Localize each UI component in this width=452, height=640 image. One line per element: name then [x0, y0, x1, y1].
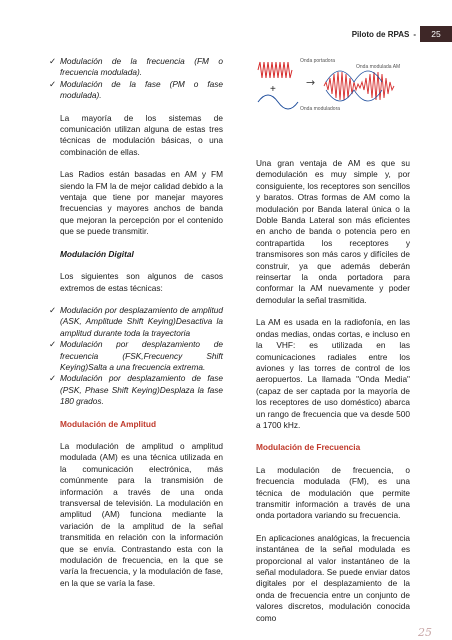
arrow-icon: → [306, 76, 316, 89]
left-column [49, 56, 223, 600]
list-item: ✓ Modulación por desplazamiento de fase (PSK, Phase Shift Keying)Desplaza la fase 180 grados. [49, 373, 223, 407]
header-page-badge: 25 [420, 26, 452, 42]
checkmark-icon: ✓ [49, 78, 57, 89]
page-header [352, 26, 452, 42]
header-dash: - [413, 29, 416, 39]
paragraph: En aplicaciones analógicas, la frecuencia instantánea de la señal modulada es proporcional al valor instantáneo de la señal moduladora. Se puede enviar datos digitales por el desplazamiento de la onda de frecuencia entre un conjunto de valores discretos, modulación conocida como [256, 532, 410, 623]
label-modulator: Onda moduladora [300, 106, 341, 112]
checkmark-icon: ✓ [49, 373, 57, 384]
paragraph: Los siguientes son algunos de casos extremos de estas técnicas: [60, 271, 223, 293]
section-heading-digital: Modulación Digital [60, 248, 134, 259]
paragraph: La AM es usada en la radiofonía, en las ondas medias, ondas cortas, e incluso en la VHF: es utilizada en las comunicaciones radiales entre los aviones y las torres de control de los aeropuertos. La llamada "Onda Media" (capaz de ser captada por la mayoría de los receptores de uso doméstico) abarca un rango de frecuencia que va desde 500 a 1700 kHz. [256, 317, 410, 430]
am-modulated-wave [324, 72, 394, 100]
paragraph: La modulación de amplitud o amplitud modulada (AM) es una técnica utilizada en la comunicación electrónica, más comúnmente para la transmisión de información a través de una onda transversal de televisión. La modulación en amplitud (AM) funciona mediante la variación de la amplitud de la señal transmitida en relación con la información que se envía. Contrastando esta con la modulación de frecuencia, en la que se varía la frecuencia, y la modulación de fase, en la que se varía la fase. [60, 440, 223, 588]
paragraph: La mayoría de los sistemas de comunicación utilizan alguna de estas tres técnicas de modulación básicas, o una combinación de ellas. [60, 112, 223, 157]
label-am-wave: Onda modulada AM [356, 64, 401, 70]
modulation-list-digital [49, 304, 223, 408]
list-item: ✓ Modulación de la frecuencia (FM o frecuencia modulada). [49, 56, 223, 78]
plus-sign: + [270, 84, 276, 95]
footer-page-number: 25 [418, 626, 432, 639]
list-item: ✓ Modulación por desplazamiento de amplitud (ASK, Amplitude Shift Keying)Desactiva la amplitud durante toda la trayectoria [49, 304, 223, 338]
paragraph: Las Radios están basadas en AM y FM siendo la FM la de mejor calidad debido a la ventaja que tiene por manejar mayores frecuencias y mayores anchos de banda que mejoran la percepción por el contenido que se puede transmitir. [60, 169, 223, 237]
am-modulation-figure [256, 56, 410, 116]
list-item: ✓ Modulación por desplazamiento de frecuencia (FSK,Frecuency Shift Keying)Salta a una frecuencia extrema. [49, 339, 223, 372]
checkmark-icon: ✓ [49, 339, 57, 350]
list-item: ✓ Modulación de la fase (PM o fase modulada). [49, 78, 223, 101]
section-heading-amplitud: Modulación de Amplitud [60, 418, 157, 429]
label-carrier: Onda portadora [300, 58, 336, 64]
checkmark-icon: ✓ [49, 56, 57, 66]
right-column [256, 158, 410, 635]
header-title: Piloto de RPAS [351, 29, 410, 39]
paragraph: Una gran ventaja de AM es que su demodulación es muy simple y, por consiguiente, los receptores son sencillos y baratos. Otras formas de AM como la modulación por Banda lateral única o la Doble Banda Lateral son más eficientes en ancho de banda o potencia pero en contrapartida los receptores y transmisores son más caros y difíciles de construir, ya que además deberán reinsertar la onda portadora para conformar la AM nuevamente y poder demodular la señal trasmitida. [256, 158, 410, 305]
modulator-wave [258, 95, 298, 109]
section-heading-frecuencia: Modulación de Frecuencia [256, 442, 361, 453]
envelope-bottom [326, 90, 382, 101]
carrier-wave [258, 62, 292, 78]
checkmark-icon: ✓ [49, 304, 57, 315]
modulation-list-top [49, 56, 223, 102]
paragraph: La modulación de frecuencia, o frecuencia modulada (FM), es una técnica de modulación que permite transmitir información a través de una onda portadora variando su frecuencia. [256, 464, 410, 521]
